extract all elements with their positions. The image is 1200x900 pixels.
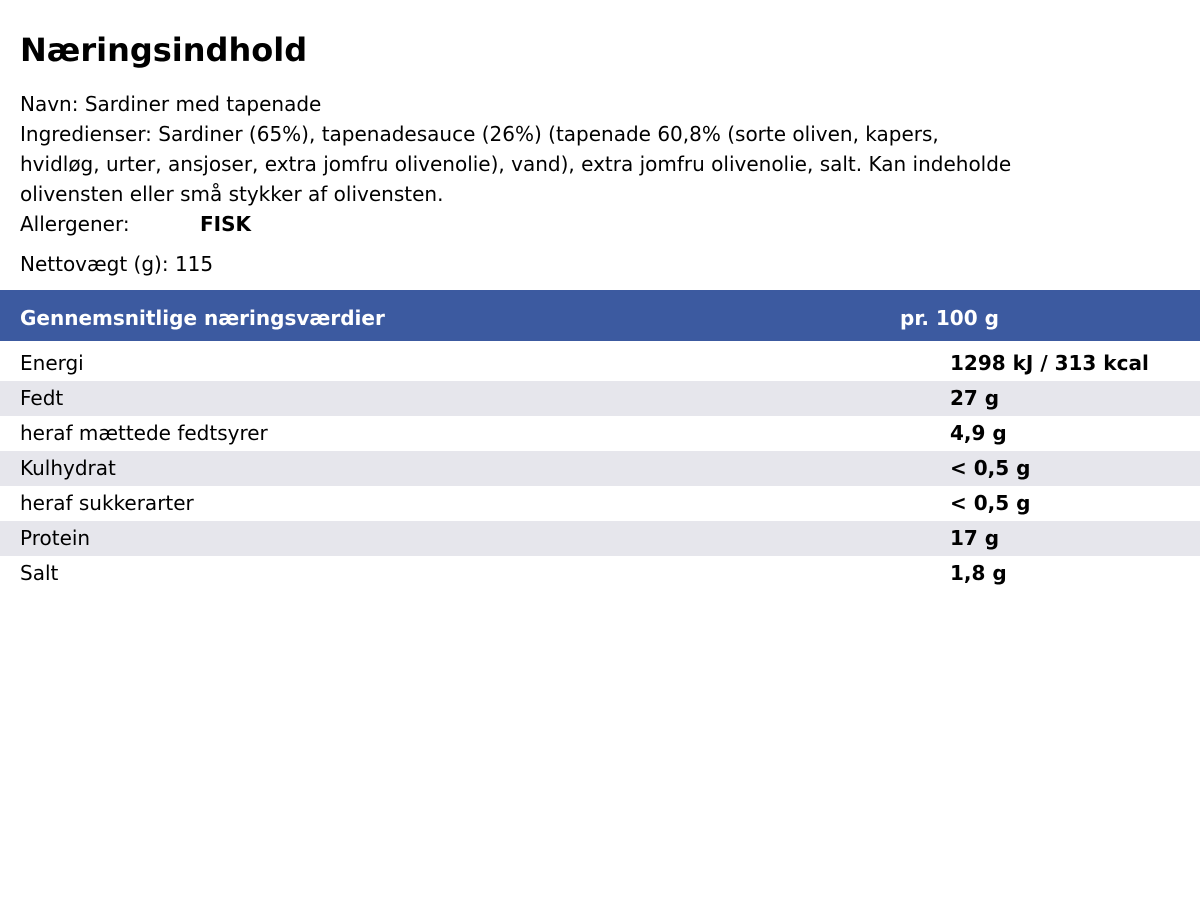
allergens-value: FISK bbox=[200, 212, 252, 236]
table-row bbox=[0, 381, 1200, 416]
page-title: Næringsindhold bbox=[20, 31, 308, 69]
allergens-row bbox=[20, 209, 1170, 239]
table-row bbox=[0, 556, 1200, 591]
ingredients-line-2: hvidløg, urter, ansjoser, extra jomfru olivenolie), vand), extra jomfru olivenolie, salt. Kan indeholde bbox=[20, 152, 1012, 176]
table-row bbox=[0, 521, 1200, 556]
nutrient-value: 1,8 g bbox=[950, 561, 1007, 585]
product-name: Navn: Sardiner med tapenade bbox=[20, 92, 322, 116]
table-row bbox=[0, 416, 1200, 451]
ingredients-line-3: olivensten eller små stykker af olivensten. bbox=[20, 182, 444, 206]
nutrient-name: Kulhydrat bbox=[20, 456, 116, 480]
nutrient-name: Salt bbox=[20, 561, 59, 585]
product-info bbox=[20, 89, 1170, 239]
nutrient-name: heraf sukkerarter bbox=[20, 491, 194, 515]
nutrient-value: < 0,5 g bbox=[950, 491, 1031, 515]
net-weight: Nettovægt (g): 115 bbox=[20, 252, 214, 276]
ingredients-line-1: Ingredienser: Sardiner (65%), tapenadesauce (26%) (tapenade 60,8% (sorte oliven, kapers, bbox=[20, 122, 939, 146]
table-row bbox=[0, 486, 1200, 521]
nutrient-value: 17 g bbox=[950, 526, 1000, 550]
nutrient-value: 4,9 g bbox=[950, 421, 1007, 445]
allergens-label: Allergener: bbox=[20, 212, 130, 236]
table-row bbox=[0, 346, 1200, 381]
nutrition-table-header bbox=[0, 290, 1200, 341]
nutrient-value: 27 g bbox=[950, 386, 1000, 410]
nutrition-header-label: Gennemsnitlige næringsværdier bbox=[20, 306, 385, 330]
nutrient-name: heraf mættede fedtsyrer bbox=[20, 421, 268, 445]
table-row bbox=[0, 451, 1200, 486]
nutrient-name: Protein bbox=[20, 526, 91, 550]
nutrition-table-body bbox=[0, 346, 1200, 591]
nutrient-value: < 0,5 g bbox=[950, 456, 1031, 480]
nutrition-header-unit: pr. 100 g bbox=[900, 306, 999, 330]
nutrient-name: Energi bbox=[20, 351, 84, 375]
nutrient-value: 1298 kJ / 313 kcal bbox=[950, 351, 1149, 375]
nutrient-name: Fedt bbox=[20, 386, 64, 410]
